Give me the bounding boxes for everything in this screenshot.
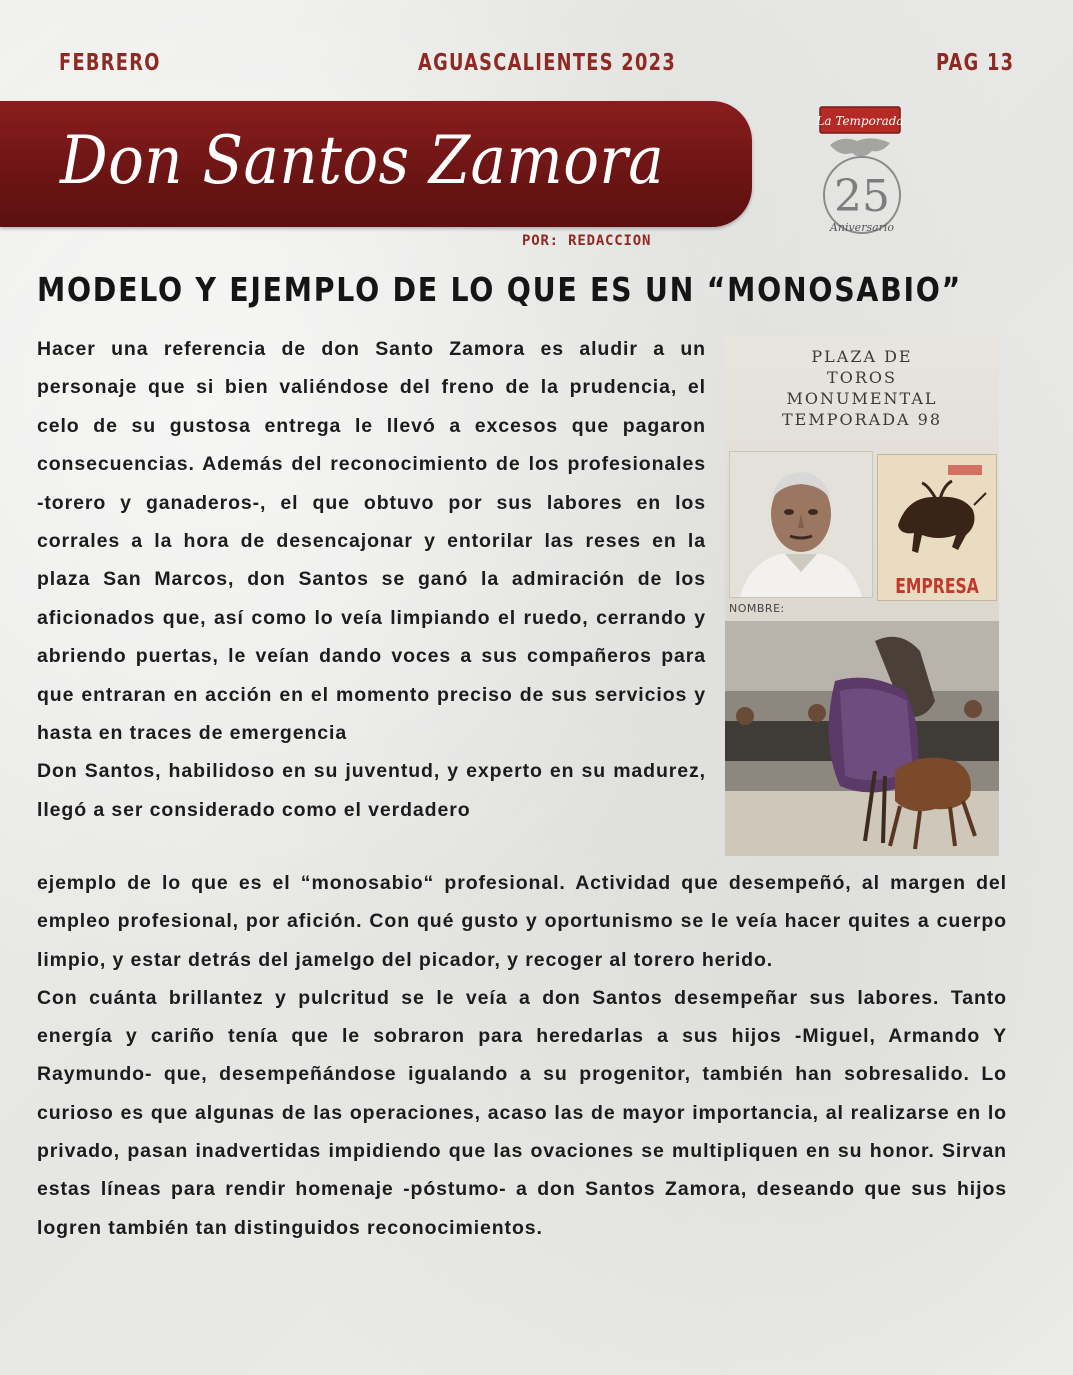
page-number: PAG 13 <box>936 50 1015 76</box>
logo-brand: La Temporada <box>816 114 904 128</box>
byline: POR: REDACCION <box>522 233 652 249</box>
bullring-pass-card <box>725 336 999 621</box>
card-title: PLAZA DE TOROS MONUMENTAL TEMPORADA 98 <box>781 347 943 429</box>
page-title: Don Santos Zamora <box>60 122 665 199</box>
card-field-label: NOMBRE: <box>729 602 785 615</box>
article-headline: MODELO Y EJEMPLO DE LO QUE ES UN “MONOSABIO” <box>37 270 962 309</box>
anniversary-logo-icon <box>812 105 912 240</box>
bull-stamp <box>877 454 997 601</box>
article-column-text <box>37 330 706 829</box>
stamp-label: EMPRESA <box>895 574 979 598</box>
article-full-width-text <box>37 864 1007 1247</box>
issue-month: FEBRERO <box>59 50 161 76</box>
article-photo <box>725 336 999 856</box>
paragraph-2-start: Don Santos, habilidoso en su juventud, y experto en su madurez, llegó a ser considerado como el verdadero <box>37 760 706 821</box>
portrait-photo <box>729 451 873 598</box>
issue-edition: AGUASCALIENTES 2023 <box>418 50 676 76</box>
paragraph-3: Con cuánta brillantez y pulcritud se le veía a don Santos desempeñar sus labores. Tanto energía y cariño tenía que le sobraron para heredarlas a sus hijos -Miguel, Armando Y Raymundo- que, desempeñándose igualando a su progenitor, también han sobresalido. Lo curioso es que algunas de las operaciones, acaso las de mayor importancia, al realizarse en lo privado, pasan inadvertidas impidiendo que las ovaciones se multipliquen en su honor. Sirvan estas líneas para rendir homenaje -póstumo- a don Santos Zamora, deseando que sus hijos logren también tan distinguidos reconocimientos. <box>37 986 1007 1239</box>
paragraph-2-end: ejemplo de lo que es el “monosabio“ profesional. Actividad que desempeñó, al margen del empleo profesional, por afición. Con qué gusto y oportunismo se le veía hacer quites a cuerpo limpio, y estar detrás del jamelgo del picador, y recoger al torero herido. <box>37 872 1007 971</box>
bullfight-photo <box>725 621 999 856</box>
logo-caption: Aniversario <box>829 221 895 234</box>
logo-number: 25 <box>834 171 890 222</box>
paragraph-1: Hacer una referencia de don Santo Zamora es aludir a un personaje que si bien valiéndose del freno de la prudencia, el celo de su gustosa entrega le llevó a excesos que pagaron consecuencias. Además del reconocimiento de los profesionales -torero y ganaderos-, el que obtuvo por sus labores en los corrales a la hora de desencajonar y entorilar las reses en la plaza San Marcos, don Santos se ganó la admiración de los aficionados que, así como lo veía limpiando el ruedo, cerrando y abriendo puertas, le veían dando voces a sus compañeros para que entraran en acción en el momento preciso de sus servicios y hasta en traces de emergencia <box>37 338 706 745</box>
